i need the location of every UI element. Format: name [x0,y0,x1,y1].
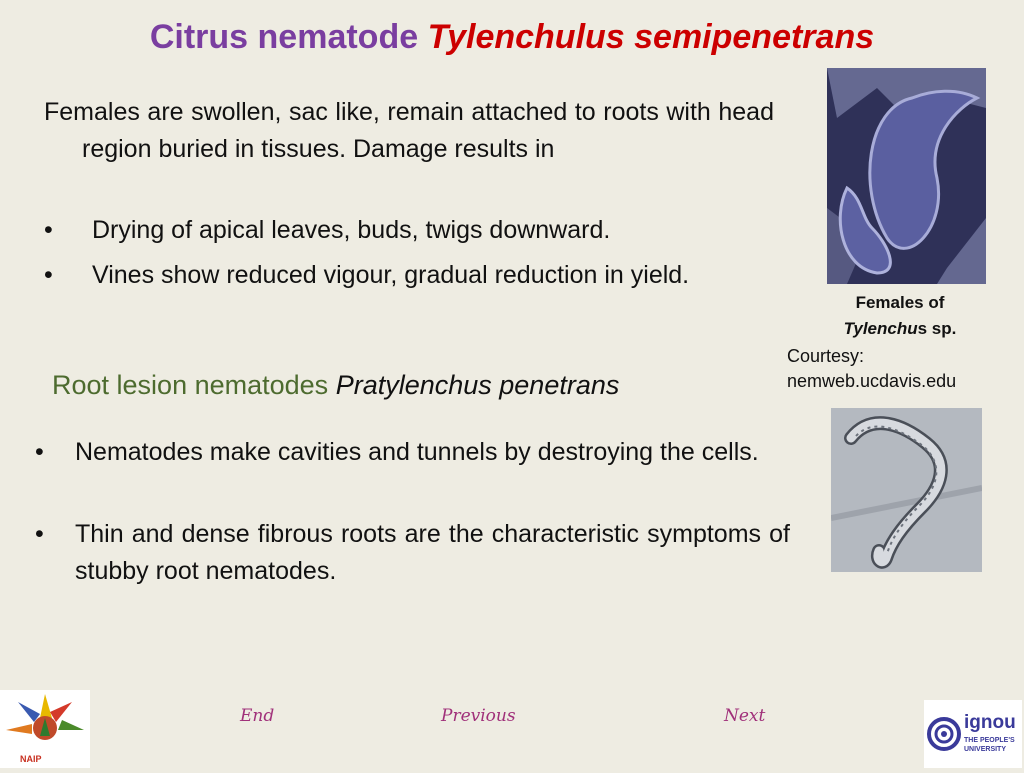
naip-logo [0,690,90,768]
section1-bullet [44,257,774,294]
caption-line2 [796,316,1004,342]
caption-line1: Females of [855,293,945,312]
naip-label: NAIP [20,754,42,764]
ignou-logo [924,700,1022,768]
section1-bullet [44,212,774,249]
bullet-text: Drying of apical leaves, buds, twigs downward. [92,216,611,244]
section2-heading-plain: Root lesion nematodes [52,370,329,400]
bullet-marker: • [35,438,44,466]
title-scientific-name: Tylenchulus semipenetrans [427,18,875,56]
bullet-marker: • [44,261,53,289]
bullet-marker: • [44,216,53,244]
title-common-name: Citrus nematode [149,18,419,56]
section1-intro: Females are swollen, sac like, remain attached to roots with head region buried in tissues. Damage results in [44,98,774,163]
figure1-caption [796,290,1004,342]
bullet-text: Nematodes make cavities and tunnels by destroying the cells. [75,438,759,466]
pratylenchus-photo [831,408,982,572]
caption-italic: Tylenchu [843,319,918,338]
end-link[interactable]: End [240,706,275,726]
ignou-tagline [964,736,1015,754]
previous-link[interactable]: Previous [441,706,516,726]
ignou-tagline-line1: THE PEOPLE'S [964,737,1015,744]
bullet-text: Thin and dense fibrous roots are the characteristic symptoms of stubby root nematodes. [75,520,790,585]
courtesy-credit [787,344,956,394]
ignou-wordmark: ignou [964,712,1016,733]
bullet-marker: • [35,520,44,548]
tylenchulus-females-photo [827,68,986,284]
bullet-text: Vines show reduced vigour, gradual reduction in yield. [92,261,690,289]
next-link[interactable]: Next [724,706,766,726]
section2-bullet [30,516,790,590]
courtesy-label: Courtesy: [787,346,865,366]
section2-heading-italic: Pratylenchus penetrans [335,370,620,400]
ignou-tagline-line2: UNIVERSITY [964,746,1007,753]
section2-heading [52,370,619,401]
section2-bullet [30,434,790,471]
slide-title [0,18,1024,57]
courtesy-source: nemweb.ucdavis.edu [787,371,957,391]
caption-rest: s sp. [917,319,957,338]
